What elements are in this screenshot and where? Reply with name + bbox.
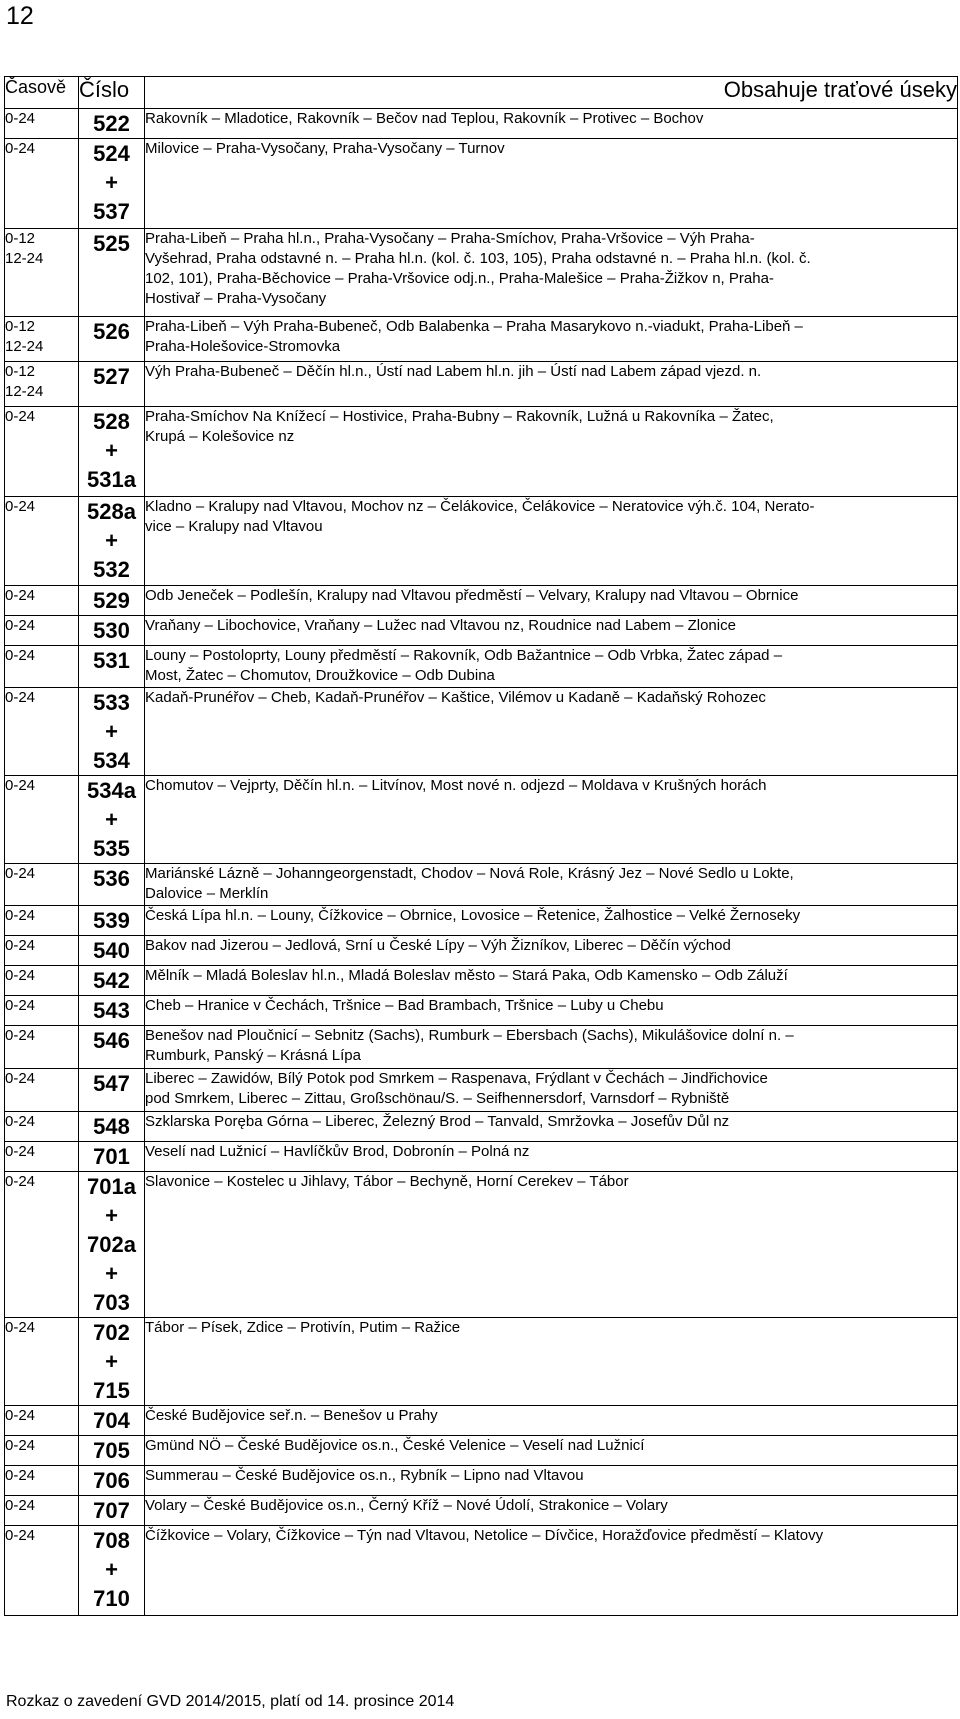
time-range: 12-24	[5, 250, 44, 267]
track-sections-text: Slavonice – Kostelec u Jihlavy, Tábor – Bechyně, Horní Cerekev – Tábor	[145, 1173, 629, 1190]
route-number: 539	[93, 908, 130, 933]
time-range: 0-24	[5, 1497, 36, 1514]
route-number: 534	[93, 748, 130, 773]
track-sections-text: Praha-Holešovice-Stromovka	[145, 338, 341, 355]
time-range: 0-24	[5, 1467, 36, 1484]
table-row	[5, 139, 958, 229]
table-row	[5, 936, 958, 966]
route-number: 701	[93, 1144, 130, 1169]
track-sections-cell	[145, 1526, 958, 1616]
route-number-cell	[79, 1112, 145, 1142]
footer-note: Rozkaz o zavedení GVD 2014/2015, platí od 14. prosince 2014	[6, 1693, 455, 1710]
time-range-cell	[5, 906, 79, 936]
route-number-cell	[79, 688, 145, 776]
route-number-cell	[79, 1318, 145, 1406]
route-number: 548	[93, 1114, 130, 1139]
route-number: 707	[93, 1498, 130, 1523]
route-number-cell	[79, 1142, 145, 1172]
time-range-cell	[5, 317, 79, 362]
track-sections-cell	[145, 139, 958, 229]
time-range: 0-24	[5, 1437, 36, 1454]
route-number: 542	[93, 968, 130, 993]
time-range: 0-24	[5, 140, 36, 157]
route-number: 702a	[87, 1232, 136, 1257]
time-range-cell	[5, 864, 79, 906]
time-range: 0-24	[5, 865, 36, 882]
track-sections-text: Mělník – Mladá Boleslav hl.n., Mladá Boleslav město – Stará Paka, Odb Kamensko – Odb Záluží	[145, 967, 788, 984]
route-number: 537	[93, 199, 130, 224]
route-number: 531	[93, 648, 130, 673]
track-sections-text: 102, 101), Praha-Běchovice – Praha-Vršovice odj.n., Praha-Malešice – Praha-Žižkov n, Praha-	[145, 270, 774, 287]
time-range: 0-24	[5, 1027, 36, 1044]
route-number: 532	[93, 557, 130, 582]
track-sections-text: Kadaň-Prunéřov – Cheb, Kadaň-Prunéřov – Kaštice, Vilémov u Kadaně – Kadaňský Rohozec	[145, 689, 766, 706]
track-sections-cell	[145, 362, 958, 407]
track-sections-text: vice – Kralupy nad Vltavou	[145, 518, 323, 535]
route-number-cell	[79, 139, 145, 229]
table-row	[5, 1466, 958, 1496]
track-sections-cell	[145, 1406, 958, 1436]
time-range: 0-24	[5, 617, 36, 634]
header-number: Číslo	[79, 77, 145, 109]
route-number-cell	[79, 776, 145, 864]
track-sections-text: České Budějovice seř.n. – Benešov u Prahy	[145, 1407, 438, 1424]
time-range-cell	[5, 1406, 79, 1436]
table-header-row	[5, 77, 958, 109]
time-range: 0-24	[5, 587, 36, 604]
track-sections-cell	[145, 646, 958, 688]
track-sections-cell	[145, 1112, 958, 1142]
table-row	[5, 497, 958, 586]
time-range: 0-24	[5, 110, 36, 127]
time-range-cell	[5, 586, 79, 616]
route-number-cell	[79, 966, 145, 996]
route-number-cell	[79, 1436, 145, 1466]
track-sections-text: pod Smrkem, Liberec – Zittau, Großschönau/S. – Seifhennersdorf, Varnsdorf – Rybniště	[145, 1090, 730, 1107]
header-time: Časově	[5, 77, 79, 109]
route-number: 547	[93, 1071, 130, 1096]
time-range-cell	[5, 139, 79, 229]
route-number: 535	[93, 836, 130, 861]
time-range: 0-12	[5, 363, 36, 380]
track-sections-text: Krupá – Kolešovice nz	[145, 428, 295, 445]
route-number: 715	[93, 1378, 130, 1403]
track-sections-text: Vraňany – Libochovice, Vraňany – Lužec nad Vltavou nz, Roudnice nad Labem – Zlonice	[145, 617, 736, 634]
route-number-cell	[79, 362, 145, 407]
time-range-cell	[5, 1112, 79, 1142]
route-number: 701a	[87, 1174, 136, 1199]
route-number-cell	[79, 906, 145, 936]
time-range: 0-24	[5, 1113, 36, 1130]
time-range-cell	[5, 1466, 79, 1496]
route-number: 705	[93, 1438, 130, 1463]
route-number: 702	[93, 1320, 130, 1345]
route-number-cell	[79, 109, 145, 139]
table-row	[5, 109, 958, 139]
track-sections-text: Výh Praha-Bubeneč – Děčín hl.n., Ústí nad Labem hl.n. jih – Ústí nad Labem západ vjezd. n.	[145, 363, 762, 380]
track-sections-cell	[145, 1496, 958, 1526]
route-number: 529	[93, 588, 130, 613]
table-row	[5, 362, 958, 407]
track-sections-cell	[145, 229, 958, 317]
route-number-cell	[79, 1406, 145, 1436]
route-number-cell	[79, 1466, 145, 1496]
plus-separator: +	[105, 1349, 118, 1374]
track-sections-text: Praha-Libeň – Výh Praha-Bubeneč, Odb Balabenka – Praha Masarykovo n.-viadukt, Praha-Libeň –	[145, 318, 803, 335]
route-number: 526	[93, 319, 130, 344]
time-range: 0-24	[5, 777, 36, 794]
route-number: 543	[93, 998, 130, 1023]
table-row	[5, 1526, 958, 1616]
time-range: 0-24	[5, 689, 36, 706]
route-number: 530	[93, 618, 130, 643]
time-range: 0-24	[5, 1070, 36, 1087]
table-row	[5, 1069, 958, 1112]
time-range: 0-24	[5, 1173, 36, 1190]
plus-separator: +	[105, 1203, 118, 1228]
track-sections-cell	[145, 1466, 958, 1496]
track-sections-cell	[145, 1172, 958, 1318]
track-sections-cell	[145, 1069, 958, 1112]
time-range-cell	[5, 109, 79, 139]
track-sections-text: Rakovník – Mladotice, Rakovník – Bečov nad Teplou, Rakovník – Protivec – Bochov	[145, 110, 704, 127]
track-sections-text: Praha-Libeň – Praha hl.n., Praha-Vysočany – Praha-Smíchov, Praha-Vršovice – Výh Praha-	[145, 230, 755, 247]
time-range: 0-12	[5, 230, 36, 247]
track-sections-text: Rumburk, Panský – Krásná Lípa	[145, 1047, 361, 1064]
track-sections-text: Vyšehrad, Praha odstavné n. – Praha hl.n. (kol. č. 103, 105), Praha odstavné n. – Praha hl.n. (kol. č.	[145, 250, 811, 267]
time-range-cell	[5, 1526, 79, 1616]
page-number: 12	[6, 2, 34, 30]
table-row	[5, 996, 958, 1026]
time-range: 0-24	[5, 1527, 36, 1544]
track-sections-cell	[145, 497, 958, 586]
table-row	[5, 966, 958, 996]
track-sections-text: Szklarska Poręba Górna – Liberec, Železný Brod – Tanvald, Smržovka – Josefův Důl nz	[145, 1113, 730, 1130]
route-number-cell	[79, 936, 145, 966]
route-number-cell	[79, 616, 145, 646]
time-range-cell	[5, 966, 79, 996]
table-row	[5, 1406, 958, 1436]
track-sections-cell	[145, 1142, 958, 1172]
track-sections-cell	[145, 1436, 958, 1466]
table-row	[5, 1142, 958, 1172]
track-sections-text: Cheb – Hranice v Čechách, Tršnice – Bad Brambach, Tršnice – Luby u Chebu	[145, 997, 664, 1014]
route-number-cell	[79, 1526, 145, 1616]
track-sections-text: Praha-Smíchov Na Knížecí – Hostivice, Praha-Bubny – Rakovník, Lužná u Rakovníka – Žatec,	[145, 408, 774, 425]
track-sections-text: Liberec – Zawidów, Bílý Potok pod Smrkem – Raspenava, Frýdlant v Čechách – Jindřichovice	[145, 1070, 768, 1087]
track-sections-text: Tábor – Písek, Zdice – Protivín, Putim – Ražice	[145, 1319, 461, 1336]
table-row	[5, 1112, 958, 1142]
track-sections-cell	[145, 109, 958, 139]
route-number-cell	[79, 497, 145, 586]
time-range-cell	[5, 616, 79, 646]
route-number: 533	[93, 690, 130, 715]
route-table	[4, 76, 958, 1616]
route-number-cell	[79, 229, 145, 317]
route-number-cell	[79, 317, 145, 362]
table-row	[5, 776, 958, 864]
track-sections-cell	[145, 1026, 958, 1069]
time-range: 0-24	[5, 1143, 36, 1160]
route-number-cell	[79, 1172, 145, 1318]
time-range-cell	[5, 936, 79, 966]
route-number: 704	[93, 1408, 130, 1433]
route-number-cell	[79, 407, 145, 497]
table-row	[5, 864, 958, 906]
table-row	[5, 1318, 958, 1406]
track-sections-cell	[145, 407, 958, 497]
route-number-cell	[79, 864, 145, 906]
track-sections-text: Volary – České Budějovice os.n., Černý Kříž – Nové Údolí, Strakonice – Volary	[145, 1497, 668, 1514]
time-range-cell	[5, 1496, 79, 1526]
time-range-cell	[5, 776, 79, 864]
time-range: 0-24	[5, 498, 36, 515]
time-range: 0-24	[5, 1319, 36, 1336]
time-range: 0-24	[5, 1407, 36, 1424]
time-range-cell	[5, 497, 79, 586]
table-row	[5, 688, 958, 776]
track-sections-cell	[145, 1318, 958, 1406]
time-range-cell	[5, 1436, 79, 1466]
time-range: 0-24	[5, 408, 36, 425]
track-sections-cell	[145, 688, 958, 776]
time-range-cell	[5, 229, 79, 317]
route-number: 528a	[87, 499, 136, 524]
route-number: 540	[93, 938, 130, 963]
track-sections-text: Milovice – Praha-Vysočany, Praha-Vysočany – Turnov	[145, 140, 505, 157]
route-number-cell	[79, 996, 145, 1026]
route-number-cell	[79, 1496, 145, 1526]
table-row	[5, 646, 958, 688]
route-number: 527	[93, 364, 130, 389]
table-row	[5, 317, 958, 362]
table-row	[5, 1436, 958, 1466]
route-number: 706	[93, 1468, 130, 1493]
track-sections-text: Česká Lípa hl.n. – Louny, Čížkovice – Obrnice, Lovosice – Řetenice, Žalhostice – Velké Žernoseky	[145, 907, 801, 924]
track-sections-cell	[145, 616, 958, 646]
table-row	[5, 906, 958, 936]
route-number: 534a	[87, 778, 136, 803]
route-number: 546	[93, 1028, 130, 1053]
track-sections-text: Hostivař – Praha-Vysočany	[145, 290, 327, 307]
track-sections-text: Summerau – České Budějovice os.n., Rybník – Lipno nad Vltavou	[145, 1467, 584, 1484]
track-sections-text: Kladno – Kralupy nad Vltavou, Mochov nz – Čelákovice, Čelákovice – Neratovice výh.č. 104, Nerato-	[145, 498, 815, 515]
table-row	[5, 616, 958, 646]
time-range-cell	[5, 646, 79, 688]
route-number: 525	[93, 231, 130, 256]
table-row	[5, 1172, 958, 1318]
track-sections-text: Dalovice – Merklín	[145, 885, 269, 902]
track-sections-cell	[145, 996, 958, 1026]
plus-separator: +	[105, 1557, 118, 1582]
time-range-cell	[5, 362, 79, 407]
route-number: 536	[93, 866, 130, 891]
route-number: 531a	[87, 467, 136, 492]
track-sections-cell	[145, 936, 958, 966]
plus-separator: +	[105, 438, 118, 463]
time-range: 0-24	[5, 647, 36, 664]
route-number: 524	[93, 141, 130, 166]
track-sections-text: Veselí nad Lužnicí – Havlíčkův Brod, Dobronín – Polná nz	[145, 1143, 530, 1160]
track-sections-text: Chomutov – Vejprty, Děčín hl.n. – Litvínov, Most nové n. odjezd – Moldava v Krušných horách	[145, 777, 767, 794]
time-range: 12-24	[5, 383, 44, 400]
plus-separator: +	[105, 719, 118, 744]
route-number: 708	[93, 1528, 130, 1553]
route-number-cell	[79, 1026, 145, 1069]
track-sections-cell	[145, 317, 958, 362]
table-row	[5, 1026, 958, 1069]
track-sections-cell	[145, 906, 958, 936]
plus-separator: +	[105, 1261, 118, 1286]
table-row	[5, 586, 958, 616]
track-sections-text: Čížkovice – Volary, Čížkovice – Týn nad Vltavou, Netolice – Dívčice, Horažďovice předměstí – Klatovy	[145, 1527, 824, 1544]
time-range-cell	[5, 1172, 79, 1318]
track-sections-text: Odb Jeneček – Podlešín, Kralupy nad Vltavou předměstí – Velvary, Kralupy nad Vltavou – Obrnice	[145, 587, 799, 604]
table-row	[5, 229, 958, 317]
track-sections-cell	[145, 586, 958, 616]
track-sections-cell	[145, 864, 958, 906]
route-number: 522	[93, 111, 130, 136]
route-number-cell	[79, 1069, 145, 1112]
track-sections-text: Most, Žatec – Chomutov, Droužkovice – Odb Dubina	[145, 667, 495, 684]
route-number: 703	[93, 1290, 130, 1315]
time-range-cell	[5, 1318, 79, 1406]
plus-separator: +	[105, 807, 118, 832]
track-sections-text: Gmünd NÖ – České Budějovice os.n., České Velenice – Veselí nad Lužnicí	[145, 1437, 645, 1454]
time-range-cell	[5, 1069, 79, 1112]
time-range-cell	[5, 1142, 79, 1172]
track-sections-text: Benešov nad Ploučnicí – Sebnitz (Sachs), Rumburk – Ebersbach (Sachs), Mikulášovice dolní n. –	[145, 1027, 794, 1044]
table-row	[5, 1496, 958, 1526]
time-range-cell	[5, 688, 79, 776]
table-row	[5, 407, 958, 497]
time-range-cell	[5, 996, 79, 1026]
track-sections-text: Mariánské Lázně – Johanngeorgenstadt, Chodov – Nová Role, Krásný Jez – Nové Sedlo u Lokte,	[145, 865, 794, 882]
plus-separator: +	[105, 170, 118, 195]
time-range: 0-24	[5, 907, 36, 924]
route-number: 528	[93, 409, 130, 434]
time-range: 0-24	[5, 937, 36, 954]
track-sections-text: Louny – Postoloprty, Louny předměstí – Rakovník, Odb Bažantnice – Odb Vrbka, Žatec západ –	[145, 647, 783, 664]
track-sections-text: Bakov nad Jizerou – Jedlová, Srní u České Lípy – Výh Žizníkov, Liberec – Děčín východ	[145, 937, 731, 954]
time-range: 0-24	[5, 997, 36, 1014]
time-range-cell	[5, 407, 79, 497]
table-body	[5, 109, 958, 1616]
time-range: 0-24	[5, 967, 36, 984]
time-range-cell	[5, 1026, 79, 1069]
route-number-cell	[79, 646, 145, 688]
time-range: 0-12	[5, 318, 36, 335]
plus-separator: +	[105, 528, 118, 553]
header-description: Obsahuje traťové úseky	[145, 77, 958, 109]
route-number-cell	[79, 586, 145, 616]
time-range: 12-24	[5, 338, 44, 355]
route-number: 710	[93, 1586, 130, 1611]
track-sections-cell	[145, 776, 958, 864]
track-sections-cell	[145, 966, 958, 996]
